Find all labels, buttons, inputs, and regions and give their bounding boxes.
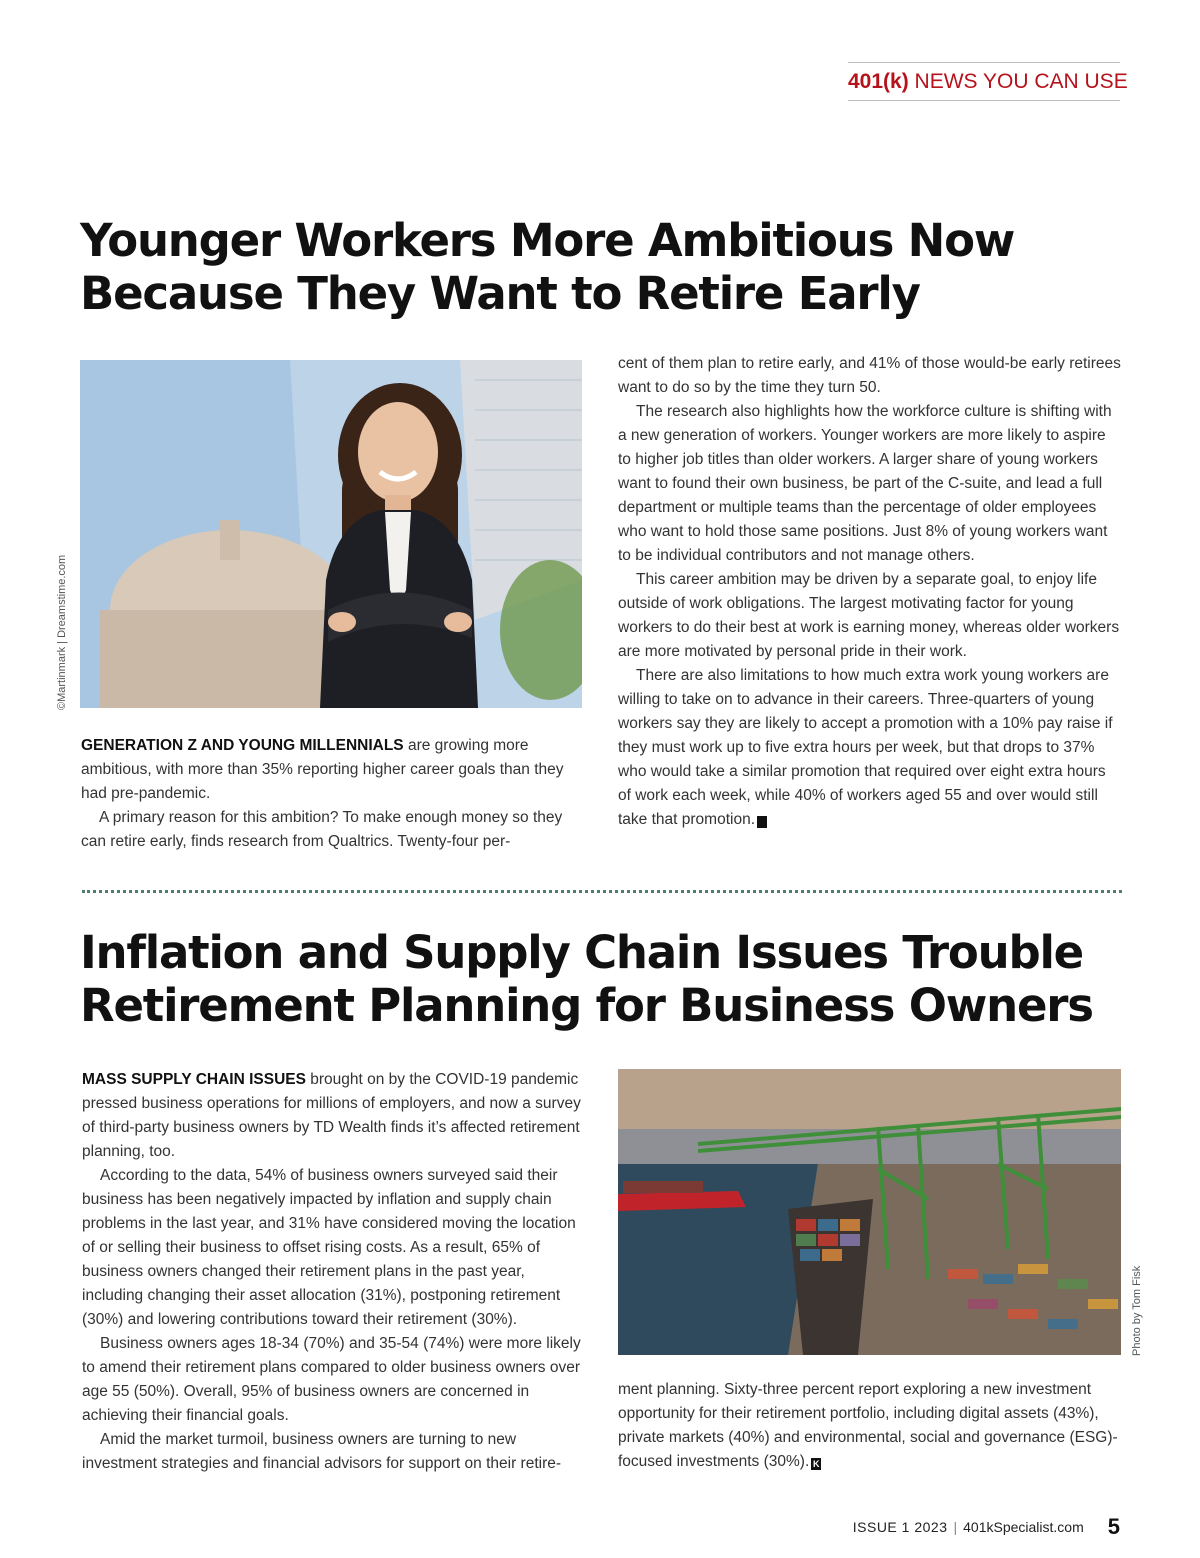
article2-paragraph: Business owners ages 18-34 (70%) and 35-54 (74%) were more likely to amend their retirement plans compared to older business owners over age 55 (50%). Overall, 95% of business owners are concerned in achieving their financial goals. <box>82 1335 581 1424</box>
article1-column-left <box>81 734 583 854</box>
article2-headline: Inflation and Supply Chain Issues Trouble Retirement Planning for Business Owners <box>80 926 1093 1032</box>
article1-paragraph: This career ambition may be driven by a separate goal, to enjoy life outside of work obligations. The largest motivating factor for young workers to do their best at work is earning money, whereas older workers are more motivated by personal pride in their work. <box>618 571 1120 660</box>
article-divider <box>82 890 1122 893</box>
article1-paragraph-text: There are also limitations to how much extra work young workers are willing to take on to advance in their careers. Three-quarters of young workers say they are likely to accept a promotion with a 10% pay raise if they must work up to five extra hours per week, but that drops to 37% who would take a similar promotion that required over eight extra hours of work each week, while 40% of workers aged 55 and over would still take that promotion. <box>618 667 1113 828</box>
article2-paragraph: Amid the market turmoil, business owners are turning to new investment strategies and financial advisors for support on their retire- <box>82 1431 562 1472</box>
section-title: NEWS YOU CAN USE <box>914 70 1128 93</box>
end-mark-icon: K <box>813 1459 820 1469</box>
article1-lead-caps: GENERATION Z AND YOUNG MILLENNIALS <box>81 737 404 754</box>
article1-paragraph: cent of them plan to retire early, and 41% of those would-be early retirees want to do so by the time they turn 50. <box>618 355 1121 396</box>
page-footer <box>700 1514 1120 1540</box>
article1-lead-paragraph <box>81 734 583 806</box>
article1-paragraph-last <box>618 664 1122 832</box>
footer-separator: | <box>953 1519 958 1535</box>
article2-column-right <box>618 1378 1122 1474</box>
article1-paragraph: The research also highlights how the workforce culture is shifting with a new generation of workers. Younger workers are more likely to aspire to higher job titles than older workers. A larger share of young workers want to found their own business, be part of the C-suite, and lead a full department or multiple teams than the percentage of older employees who want to hold those same positions. Just 8% of young workers want to be individual contributors and not manage others. <box>618 403 1112 564</box>
container-port-illustration <box>618 1069 1121 1355</box>
end-mark-icon: K <box>757 816 767 828</box>
article1-photo-credit: ©Martinmark | Dreamstime.com <box>56 554 68 710</box>
section-header <box>848 68 1128 96</box>
page-number: 5 <box>1107 1514 1120 1539</box>
article2-paragraph: According to the data, 54% of business owners surveyed said their business has been negatively impacted by inflation and supply chain problems in the last year, and 31% have considered moving the location of or selling their business to offset rising costs. As a result, 65% of business owners changed their retirement plans in the past year, including changing their asset allocation (31%), postponing retirement (30%) and lowering contributions toward their retirement (30%). <box>82 1167 576 1328</box>
article1-column-right <box>618 352 1122 832</box>
article2-lead-paragraph <box>82 1068 582 1164</box>
article1-lead-text: are growing more ambitious, with more than 35% reporting higher career goals than they had pre-pandemic. <box>81 737 564 802</box>
section-brand: 401(k) <box>848 70 909 93</box>
article1-photo <box>80 360 582 708</box>
article2-photo-credit: Photo by Tom Fisk <box>1131 1265 1143 1356</box>
businesswoman-illustration <box>80 360 582 708</box>
article2-paragraph-text: ment planning. Sixty-three percent report exploring a new investment opportunity for their retirement portfolio, including digital assets (43%), private markets (40%) and environmental, social and governance (ESG)-focused investments (30%). <box>618 1381 1118 1470</box>
footer-site: 401kSpecialist.com <box>963 1519 1084 1535</box>
article2-lead-text: brought on by the COVID-19 pandemic pressed business operations for millions of employers, and now a survey of third-party business owners by TD Wealth finds it’s affected retirement planning, too. <box>82 1071 581 1160</box>
article2-lead-caps: MASS SUPPLY CHAIN ISSUES <box>82 1071 306 1088</box>
header-rule-top <box>848 62 1120 63</box>
article2-paragraph-last <box>618 1378 1122 1474</box>
article1-headline: Younger Workers More Ambitious Now Because They Want to Retire Early <box>80 214 1015 320</box>
header-rule-bottom <box>848 100 1120 101</box>
article1-paragraph: A primary reason for this ambition? To make enough money so they can retire early, finds research from Qualtrics. Twenty-four per- <box>81 809 563 850</box>
article2-column-left <box>82 1068 582 1476</box>
article2-photo <box>618 1069 1121 1355</box>
footer-issue: ISSUE 1 2023 <box>852 1519 948 1535</box>
